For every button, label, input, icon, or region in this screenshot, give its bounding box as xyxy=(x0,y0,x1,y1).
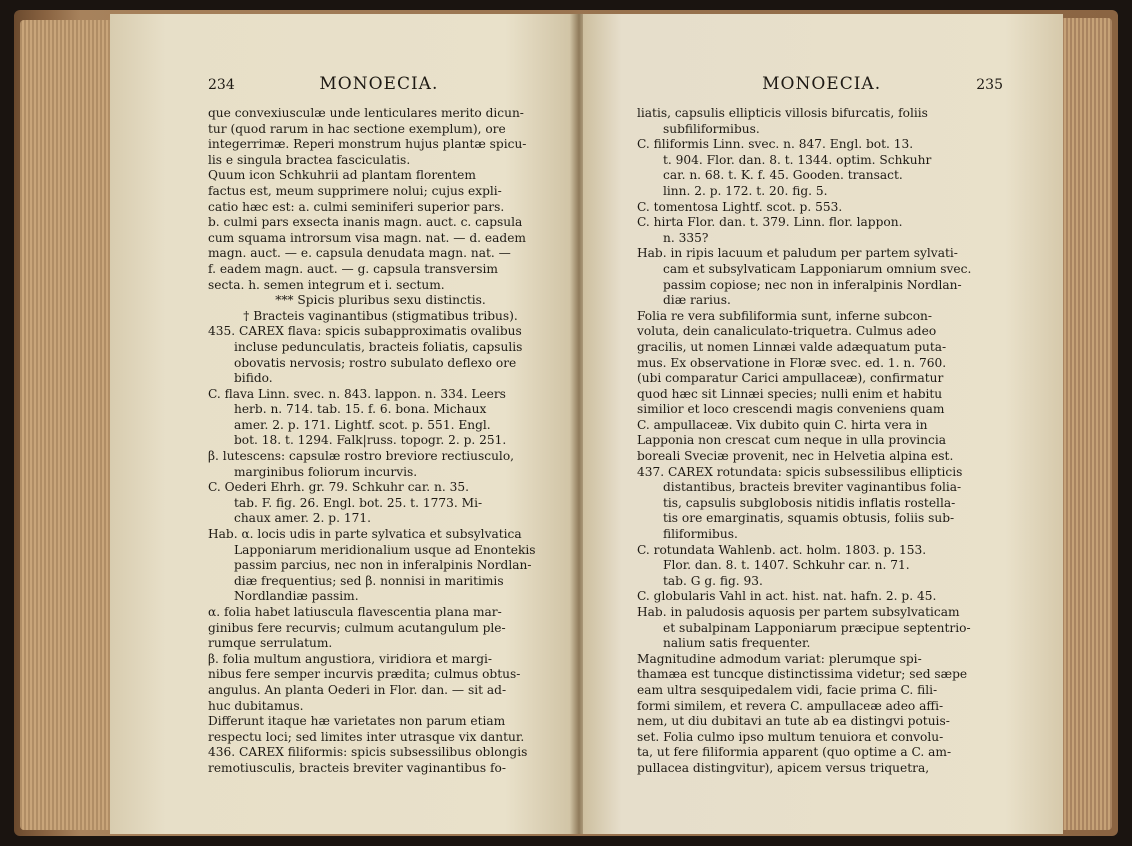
text-line: C. Oederi Ehrh. gr. 79. Schkuhr car. n. 35. xyxy=(208,480,470,495)
text-line: Lapponiarum meridionalium usque ad Enontekis xyxy=(234,542,536,557)
text-line: voluta, dein canaliculato-triquetra. Culmus adeo xyxy=(637,324,937,339)
text-line: herb. n. 714. tab. 15. f. 6. bona. Michaux xyxy=(234,402,487,417)
text-line: eam ultra sesquipedalem vidi, facie prima C. fili- xyxy=(637,682,938,697)
text-line: tab. G g. fig. 93. xyxy=(663,573,763,588)
text-line: *** Spicis pluribus sexu distinctis. xyxy=(275,293,486,308)
text-line: n. 335? xyxy=(663,230,709,245)
text-line: ginibus fere recurvis; culmum acutangulum ple- xyxy=(208,620,506,635)
text-line: C. globularis Vahl in act. hist. nat. hafn. 2. p. 45. xyxy=(637,589,937,604)
text-line: tis, capsulis subglobosis nitidis inflatis rostella- xyxy=(663,495,956,510)
text-line: C. rotundata Wahlenb. act. holm. 1803. p. 153. xyxy=(637,542,927,557)
text-line: α. folia habet latiuscula flavescentia plana mar- xyxy=(208,605,502,619)
text-line: Flor. dan. 8. t. 1407. Schkuhr car. n. 71. xyxy=(663,558,910,573)
text-line: mus. Ex observatione in Floræ svec. ed. 1. n. 760. xyxy=(637,355,947,370)
text-line: Folia re vera subfiliformia sunt, inferne subcon- xyxy=(637,308,933,323)
text-line: Hab. in ripis lacuum et paludum per partem sylvati- xyxy=(637,246,958,261)
text-line: C. tomentosa Lightf. scot. p. 553. xyxy=(637,199,843,214)
text-line: catio hæc est: a. culmi seminiferi superior pars. xyxy=(208,199,505,214)
text-line: Differunt itaque hæ varietates non parum etiam xyxy=(208,714,506,729)
text-line: Hab. α. locis udis in parte sylvatica et subsylvatica xyxy=(208,527,522,542)
text-line: bot. 18. t. 1294. Falk|russ. topogr. 2. p. 251. xyxy=(234,433,507,448)
left-page-edges xyxy=(20,20,112,830)
text-line: marginibus foliorum incurvis. xyxy=(234,464,418,479)
text-line: cam et subsylvaticam Lapponiarum omnium svec. xyxy=(663,261,972,276)
text-line: nalium satis frequenter. xyxy=(663,636,811,651)
text-line: huc dubitamus. xyxy=(208,698,304,713)
text-line: magn. auct. — e. capsula denudata magn. nat. — xyxy=(208,246,511,261)
running-title: MONOECIA. xyxy=(319,74,439,94)
text-line: integerrimæ. Reperi monstrum hujus plantæ spicu- xyxy=(208,137,527,152)
text-line: similior et loco crescendi magis conveniens quam xyxy=(637,402,945,417)
text-line: set. Folia culmo ipso multum tenuiora et convolu- xyxy=(637,729,944,744)
text-line: Lapponia non crescat cum neque in ulla provincia xyxy=(637,433,946,448)
text-line: passim copiose; nec non in inferalpinis Nordlan- xyxy=(663,277,962,292)
text-line: chaux amer. 2. p. 171. xyxy=(234,511,371,526)
text-line: Quum icon Schkuhrii ad plantam florentem xyxy=(208,168,476,183)
text-line: tab. F. fig. 26. Engl. bot. 25. t. 1773. Mi- xyxy=(234,495,483,510)
text-line: rumque serrulatum. xyxy=(208,636,333,651)
text-line: C. hirta Flor. dan. t. 379. Linn. flor. lappon. xyxy=(637,215,903,230)
text-line: 437. CAREX rotundata: spicis subsessilibus ellipticis xyxy=(637,464,963,479)
text-line: b. culmi pars exsecta inanis magn. auct. c. capsula xyxy=(208,215,523,230)
left-page-text xyxy=(208,106,553,777)
text-line: obovatis nervosis; rostro subulato deflexo ore xyxy=(234,355,517,370)
text-line: tis ore emarginatis, squamis obtusis, foliis sub- xyxy=(663,511,955,526)
text-line: liatis, capsulis ellipticis villosis bifurcatis, foliis xyxy=(637,106,928,120)
text-line: thamæa est tuncque distinctissima videtur; sed sæpe xyxy=(637,667,968,682)
text-line: C. ampullaceæ. Vix dubito quin C. hirta vera in xyxy=(637,417,928,432)
left-page-header xyxy=(208,74,553,94)
text-line: Hab. in paludosis aquosis per partem subsylvaticam xyxy=(637,605,960,619)
page-number: 235 xyxy=(976,77,1003,93)
text-line: bifido. xyxy=(234,371,273,386)
text-line: boreali Sveciæ provenit, nec in Helvetia alpina est. xyxy=(637,449,954,464)
text-line: β. folia multum angustiora, viridiora et margi- xyxy=(208,651,493,666)
text-line: secta. h. semen integrum et i. sectum. xyxy=(208,277,445,292)
left-page xyxy=(110,14,575,834)
text-line: angulus. An planta Oederi in Flor. dan. — sit ad- xyxy=(208,682,507,697)
right-page-text xyxy=(637,106,1003,777)
right-page xyxy=(583,14,1063,834)
text-line: ta, ut fere filiformia apparent (quo optime a C. am- xyxy=(637,745,952,760)
text-line: C. filiformis Linn. svec. n. 847. Engl. bot. 13. xyxy=(637,137,914,152)
text-line: diæ frequentius; sed β. nonnisi in maritimis xyxy=(234,573,504,588)
text-line: quod hæc sit Linnæi species; nulli enim et habitu xyxy=(637,386,943,401)
text-line: f. eadem magn. auct. — g. capsula transversim xyxy=(208,261,498,276)
text-line: que convexiusculæ unde lenticulares merito dicun- xyxy=(208,106,524,120)
text-line: distantibus, bracteis breviter vaginantibus folia- xyxy=(663,480,962,495)
text-line: C. flava Linn. svec. n. 843. lappon. n. 334. Leers xyxy=(208,386,506,401)
text-line: passim parcius, nec non in inferalpinis Nordlan- xyxy=(234,558,532,573)
text-line: nem, ut diu dubitavi an tute ab ea distingvi potuis- xyxy=(637,714,950,729)
right-page-header xyxy=(637,74,1003,94)
text-line: lis e singula bractea fasciculatis. xyxy=(208,152,411,167)
text-line: et subalpinam Lapponiarum præcipue septentrio- xyxy=(663,620,971,635)
right-page-edges xyxy=(1060,18,1112,830)
text-line: 435. CAREX flava: spicis subapproximatis ovalibus xyxy=(208,324,522,339)
text-line: Nordlandiæ passim. xyxy=(234,589,359,604)
text-line: car. n. 68. t. K. f. 45. Gooden. transact. xyxy=(663,168,903,183)
text-line: gracilis, ut nomen Linnæi valde adæquatum puta- xyxy=(637,339,947,354)
text-line: linn. 2. p. 172. t. 20. fig. 5. xyxy=(663,183,828,198)
text-line: † Bracteis vaginantibus (stigmatibus tribus). xyxy=(243,308,518,323)
running-title: MONOECIA. xyxy=(762,74,882,94)
text-line: cum squama introrsum visa magn. nat. — d. eadem xyxy=(208,230,526,245)
text-line: pullacea distingvitur), apicem versus triquetra, xyxy=(637,760,930,775)
text-line: t. 904. Flor. dan. 8. t. 1344. optim. Schkuhr xyxy=(663,152,932,167)
text-line: nibus fere semper incurvis prædita; culmus obtus- xyxy=(208,667,521,682)
text-line: amer. 2. p. 171. Lightf. scot. p. 551. Engl. xyxy=(234,417,491,432)
page-number: 234 xyxy=(208,77,235,93)
text-line: factus est, meum supprimere nolui; cujus expli- xyxy=(208,183,502,198)
text-line: (ubi comparatur Carici ampullaceæ), confirmatur xyxy=(637,371,944,386)
text-line: formi similem, et revera C. ampullaceæ adeo affi- xyxy=(637,698,944,713)
text-line: β. lutescens: capsulæ rostro breviore rectiusculo, xyxy=(208,449,515,464)
text-line: respectu loci; sed limites inter utrasque vix dantur. xyxy=(208,729,525,744)
text-line: remotiusculis, bracteis breviter vaginantibus fo- xyxy=(208,760,506,775)
text-line: subfiliformibus. xyxy=(663,121,760,136)
text-line: incluse pedunculatis, bracteis foliatis, capsulis xyxy=(234,339,523,354)
text-line: filiformibus. xyxy=(663,527,738,542)
text-line: tur (quod rarum in hac sectione exemplum), ore xyxy=(208,121,506,136)
text-line: 436. CAREX filiformis: spicis subsessilibus oblongis xyxy=(208,745,528,760)
text-line: diæ rarius. xyxy=(663,293,731,308)
text-line: Magnitudine admodum variat: plerumque spi- xyxy=(637,651,922,666)
